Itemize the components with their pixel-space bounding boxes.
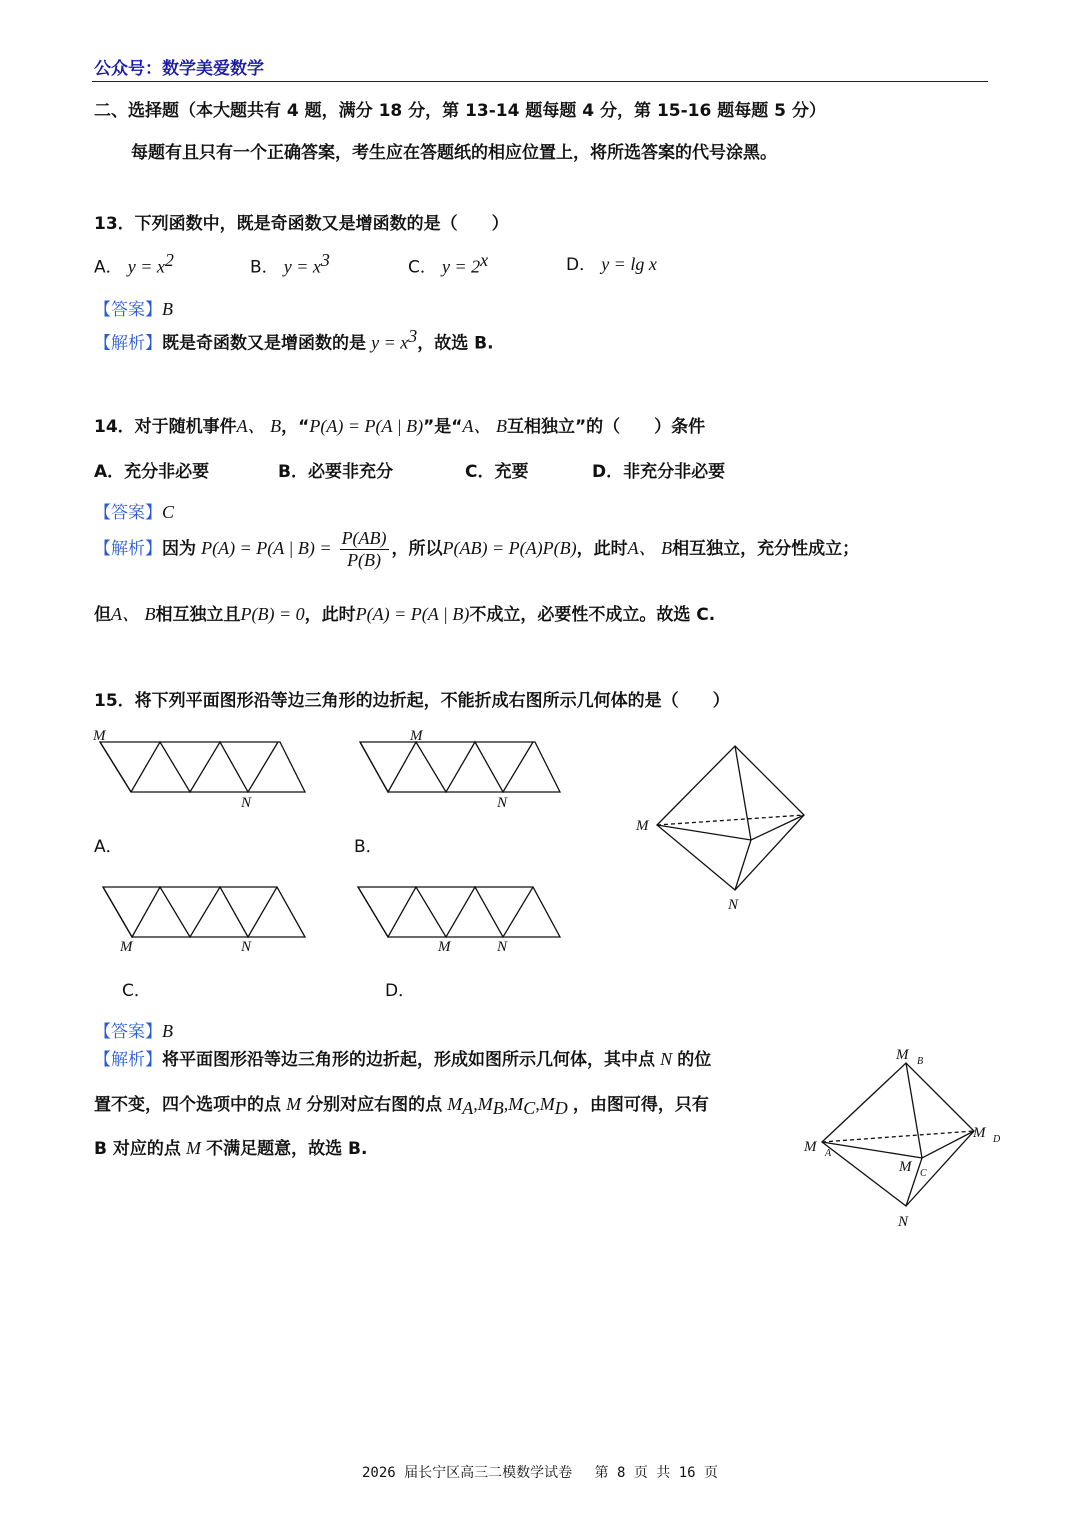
q15-analysis-line3 bbox=[94, 1134, 367, 1159]
q14-frac-den: P(B) bbox=[347, 550, 382, 570]
q15-l3-post: 不满足题意，故选 B. bbox=[206, 1139, 368, 1159]
q15-l2-comma3: , bbox=[535, 1094, 540, 1114]
q13-option-c-exp: x bbox=[480, 250, 489, 270]
net-a bbox=[100, 742, 305, 792]
q14-l2-math: P(B) = 0 bbox=[240, 604, 305, 624]
net-b-label-n: N bbox=[497, 795, 508, 811]
section-title: 二、选择题（本大题共有 4 题，满分 18 分，第 13-14 题每题 4 分，第 15-16 题每题 5 分） bbox=[94, 101, 826, 121]
q14-l1-mid2: ，此时 bbox=[576, 539, 628, 559]
q14-stem-mid: ”是“ bbox=[423, 417, 463, 437]
q15-analysis-tag: 【解析】 bbox=[94, 1050, 162, 1070]
q14-stem-math: P(A) = P(A | B) bbox=[309, 416, 424, 436]
q15-l2-m: M bbox=[286, 1094, 302, 1114]
octahedron-question bbox=[657, 746, 804, 890]
q13-option-a-label: A． bbox=[94, 257, 123, 278]
q13-option-b-math: y = x bbox=[283, 256, 321, 277]
analysis-label-ma-sub: A bbox=[825, 1148, 832, 1159]
octa-label-n: N bbox=[728, 897, 739, 913]
octa-label-m: M bbox=[636, 818, 649, 834]
analysis-label-n: N bbox=[898, 1214, 909, 1230]
net-b-label-m: M bbox=[410, 728, 423, 744]
q14-l1-post: 相互独立，充分性成立； bbox=[672, 539, 860, 559]
q15-l1-post: 的位 bbox=[677, 1050, 712, 1070]
q13-analysis-exp: 3 bbox=[408, 326, 418, 346]
q15-l3-m: M bbox=[185, 1138, 201, 1158]
q13-option-b-exp: 3 bbox=[320, 250, 330, 270]
q15-l2-mb-sub: B bbox=[492, 1098, 504, 1119]
q15-l1-pre: 将平面图形沿等边三角形的边折起，形成如图所示几何体，其中点 bbox=[162, 1050, 655, 1070]
q15-l2-mb: M bbox=[477, 1094, 493, 1114]
q14-analysis-tag: 【解析】 bbox=[94, 539, 162, 559]
analysis-label-mc-sub: C bbox=[920, 1168, 927, 1179]
q13-option-d-math: y = lg x bbox=[601, 254, 657, 274]
net-c bbox=[103, 887, 305, 937]
q13-option-b-label: B． bbox=[250, 257, 279, 278]
q14-option-b: B．必要非充分 bbox=[278, 462, 393, 482]
q14-stem-q1: ，“ bbox=[281, 417, 310, 437]
q13-answer-value: B bbox=[162, 299, 173, 319]
q13-option-c-math: y = 2 bbox=[441, 256, 481, 277]
q14-answer-tag: 【答案】 bbox=[94, 503, 162, 523]
net-b bbox=[360, 742, 560, 792]
q15-l2-ma-sub: A bbox=[462, 1098, 474, 1119]
analysis-label-md-sub: D bbox=[993, 1134, 1001, 1145]
header-account: 公众号：数学美爱数学 bbox=[94, 59, 264, 79]
q13-stem: 13．下列函数中，既是奇函数又是增函数的是（ ） bbox=[94, 214, 509, 234]
q15-l2-comma1: , bbox=[473, 1094, 478, 1114]
q13-analysis-post: ，故选 B. bbox=[417, 333, 494, 354]
q14-option-d: D．非充分非必要 bbox=[592, 462, 726, 482]
q14-stem-pre: 14．对于随机事件 bbox=[94, 417, 237, 437]
analysis-label-mc: M bbox=[899, 1159, 912, 1175]
q15-option-b: B． bbox=[354, 837, 383, 857]
q15-l2-post: ，由图可得，只有 bbox=[572, 1095, 709, 1115]
q15-option-d: D． bbox=[385, 981, 416, 1001]
q13-analysis-math: y = x bbox=[371, 332, 409, 353]
q15-answer-value: B bbox=[162, 1021, 173, 1041]
q14-answer-value: C bbox=[162, 502, 175, 522]
analysis-label-ma: M bbox=[804, 1139, 817, 1155]
q15-l1-n: N bbox=[660, 1049, 673, 1069]
net-c-label-m: M bbox=[120, 939, 133, 955]
analysis-label-md: M bbox=[973, 1125, 986, 1141]
q15-l2-comma2: , bbox=[503, 1094, 509, 1114]
q13-answer-tag: 【答案】 bbox=[94, 300, 162, 320]
octahedron-analysis bbox=[822, 1063, 974, 1206]
q14-l2-ab: A、 B bbox=[111, 604, 156, 624]
q15-answer bbox=[94, 1017, 173, 1042]
q15-answer-tag: 【答案】 bbox=[94, 1022, 162, 1042]
q14-l1-mid: ，所以 bbox=[391, 539, 443, 559]
q14-stem-ab: A、 B bbox=[236, 416, 282, 436]
net-a-label-n: N bbox=[241, 795, 252, 811]
q15-l2-mid: 分别对应右图的点 bbox=[306, 1095, 443, 1115]
q13-analysis-tag: 【解析】 bbox=[94, 333, 162, 354]
q14-l2-pre: 但 bbox=[94, 605, 111, 625]
q15-l2-ma: M bbox=[447, 1094, 463, 1114]
q15-l2-md: M bbox=[539, 1094, 555, 1114]
q15-l2-mc: M bbox=[508, 1094, 524, 1114]
q14-stem-post: 互相独立”的（ ）条件 bbox=[506, 417, 706, 437]
net-a-label-m: M bbox=[93, 728, 106, 744]
page-footer: 2026 届长宁区高三二模数学试卷 第 8 页 共 16 页 bbox=[361, 1465, 718, 1481]
q14-option-c: C．充要 bbox=[465, 462, 529, 482]
q15-l2-pre: 置不变，四个选项中的点 bbox=[94, 1095, 281, 1115]
net-d-label-n: N bbox=[497, 939, 508, 955]
q14-frac-num: P(AB) bbox=[341, 528, 387, 548]
q14-l2-post: 不成立，必要性不成立。故选 C. bbox=[469, 605, 716, 625]
q15-option-c: C． bbox=[122, 981, 151, 1001]
q15-l2-mc-sub: C bbox=[523, 1098, 536, 1119]
q15-l2-md-sub: D bbox=[554, 1098, 568, 1119]
q14-option-a: A．充分非必要 bbox=[94, 462, 210, 482]
q14-l2-mid: 相互独立且 bbox=[155, 605, 241, 625]
q13-option-a-math: y = x bbox=[127, 256, 165, 277]
q15-stem: 15．将下列平面图形沿等边三角形的边折起，不能折成右图所示几何体的是（ ） bbox=[94, 691, 730, 711]
q14-l2-math2: P(A) = P(A | B) bbox=[355, 604, 470, 624]
net-c-label-n: N bbox=[241, 939, 252, 955]
net-d bbox=[358, 887, 560, 937]
q13-analysis-pre: 既是奇函数又是增函数的是 bbox=[162, 333, 366, 354]
q15-option-a: A． bbox=[94, 837, 123, 857]
analysis-label-mb: M bbox=[896, 1047, 909, 1063]
q14-stem-ab2: A、 B bbox=[462, 416, 507, 436]
q15-l3-pre: B 对应的点 bbox=[94, 1139, 181, 1159]
q14-l1-pre: 因为 bbox=[162, 539, 196, 559]
q13-option-d-label: D． bbox=[566, 255, 597, 275]
q13-option-a-exp: 2 bbox=[164, 250, 174, 270]
q14-l1-math: P(A) = P(A | B) = bbox=[201, 538, 332, 558]
section-instruction: 每题有且只有一个正确答案，考生应在答题纸的相应位置上，将所选答案的代号涂黑。 bbox=[131, 143, 777, 163]
analysis-label-mb-sub: B bbox=[917, 1056, 924, 1067]
q14-l1-ab: A、 B bbox=[627, 538, 673, 558]
q15-analysis-line2 bbox=[94, 1090, 709, 1119]
q13-option-c-label: C． bbox=[408, 257, 437, 278]
q14-l1-math2: P(AB) = P(A)P(B) bbox=[442, 538, 577, 558]
q15-analysis-line1 bbox=[94, 1045, 711, 1070]
net-d-label-m: M bbox=[438, 939, 451, 955]
q14-l2-mid2: ，此时 bbox=[304, 605, 356, 625]
